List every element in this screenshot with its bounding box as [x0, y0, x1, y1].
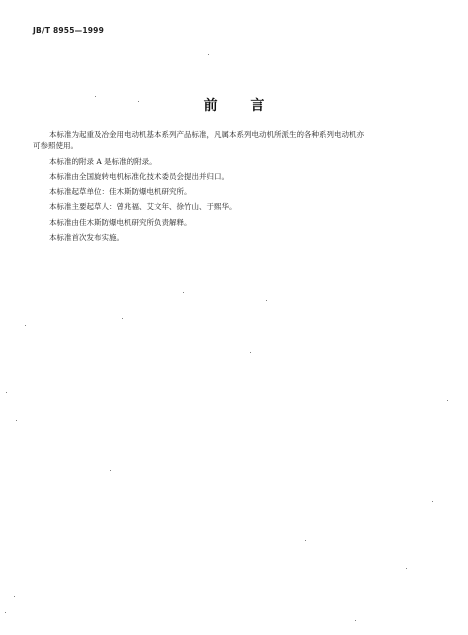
scan-speck [355, 620, 356, 621]
scan-speck [16, 420, 17, 421]
scan-speck [406, 568, 407, 569]
scan-speck [432, 501, 433, 502]
scan-speck [266, 300, 267, 301]
scan-speck [305, 540, 306, 541]
paragraph-drafting-unit: 本标准起草单位：佳木斯防爆电机研究所。 [49, 187, 192, 196]
scan-speck [183, 292, 184, 293]
scan-speck [25, 325, 26, 326]
scan-speck [122, 318, 123, 319]
scan-speck [110, 470, 111, 471]
paragraph-first-release: 本标准首次发布实施。 [49, 233, 124, 242]
scan-speck [6, 392, 7, 393]
scan-speck [5, 612, 6, 613]
scan-speck [208, 54, 209, 55]
scan-speck [250, 352, 251, 353]
paragraph-appendix: 本标准的附录 A 是标准的附录。 [49, 157, 157, 166]
paragraph-interpretation: 本标准由佳木斯防爆电机研究所负责解释。 [49, 218, 192, 227]
paragraph-scope-line1: 本标准为起重及冶金用电动机基本系列产品标准，凡属本系列电动机所派生的各种系列电动机亦 [49, 130, 364, 139]
scan-speck [138, 101, 139, 102]
paragraph-proposer: 本标准由全国旋转电机标准化技术委员会提出并归口。 [49, 172, 229, 181]
paragraph-scope-line2: 可参照使用。 [33, 141, 78, 150]
scan-speck [447, 400, 448, 401]
scan-speck [14, 596, 15, 597]
scan-speck [95, 96, 96, 97]
standard-code: JB/T 8955—1999 [33, 26, 105, 35]
paragraph-drafters: 本标准主要起草人：曾兆福、艾文年、徐竹山、于熙华。 [49, 202, 237, 211]
page-title: 前 言 [203, 98, 279, 114]
